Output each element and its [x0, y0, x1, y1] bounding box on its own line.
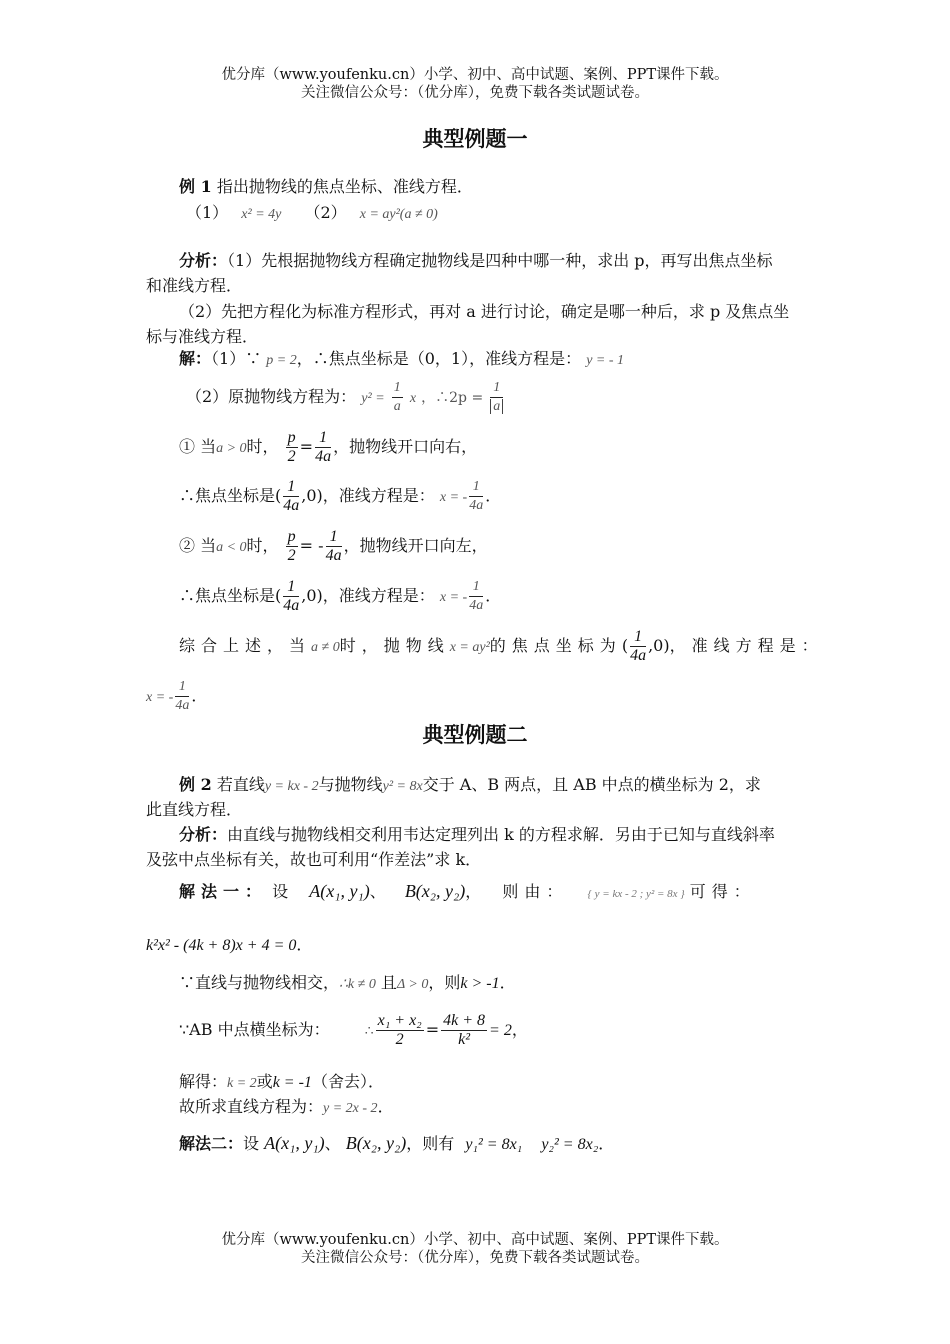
summary2-dir: x = -: [146, 690, 174, 705]
analysis2-l2: 及弦中点坐标有关，故也可利用“作差法”求 k．: [146, 850, 482, 869]
analysis1-line2: 和准线方程．: [146, 276, 243, 295]
focus2-end: ．: [485, 586, 502, 605]
focus1-dden: 4a: [469, 498, 484, 513]
analysis2-line1: （2）先把方程化为标准方程形式，再对 a 进行讨论，确定是哪一种后，求 p 及焦点坐: [179, 302, 790, 321]
midpoint-num2: 4k + 8: [443, 1012, 486, 1029]
case1-pre: ① 当: [179, 437, 217, 456]
method1-comma: ，: [465, 882, 482, 901]
focus2-close: ,0): [301, 586, 323, 605]
summary-cond: a ≠ 0: [311, 640, 340, 655]
example2-pre: 若直线: [216, 775, 265, 794]
example2-mid: 与抛物线: [318, 775, 383, 794]
midpoint-pre: ∵AB 中点横坐标为：: [179, 1020, 330, 1039]
example1-label: 例 1: [179, 177, 212, 196]
solution-label: 解：: [179, 349, 212, 368]
solve-k1: k = 2: [227, 1076, 257, 1091]
sol2-den2: a: [490, 399, 503, 414]
focus1-num: 1: [283, 478, 299, 497]
method1-then: 则由：: [502, 882, 569, 901]
solution2-line: [186, 378, 505, 418]
focus2-dnum: 1: [469, 578, 483, 597]
focus2-pre: ∴焦点坐标是: [179, 586, 276, 605]
example2-eq1: y = kx - 2: [264, 779, 319, 794]
summary-line: [179, 627, 824, 669]
condition-k: k > -1: [460, 975, 500, 992]
focus2-frac: [283, 578, 299, 615]
method1-point-a: A(x₁, y₁): [309, 881, 370, 901]
solve-note: （舍去）．: [311, 1072, 384, 1091]
midpoint-res: = 2: [489, 1022, 512, 1039]
section1-title: 典型例题一: [422, 126, 528, 151]
method1-result: k²x² - (4k + 8)x + 4 = 0: [146, 937, 297, 954]
condition-delta: Δ > 0: [396, 977, 429, 992]
case2-mid: 时，: [246, 536, 279, 555]
summary2-frac: [175, 678, 189, 715]
focus2-open: (: [275, 586, 282, 605]
case2-cond: a < 0: [216, 540, 247, 555]
focus2-text: ，准线方程是：: [322, 586, 435, 605]
focus1-dir-frac: [469, 478, 483, 515]
condition-end: ．: [499, 973, 516, 992]
summary-num: 1: [630, 628, 646, 647]
summary2-den: 4a: [175, 698, 190, 713]
method1-get: 可得：: [689, 882, 756, 901]
case2-frac: [326, 528, 342, 565]
method1-point-b: B(x₂, y₂): [404, 881, 466, 901]
method2-label: 解法二：: [179, 1134, 244, 1153]
case2-two: 2: [287, 547, 296, 564]
midpoint-therefore: ∴: [364, 1023, 374, 1039]
analysis-text: （1）先根据抛物线方程确定抛物线是四种中哪一种，求出 p，再写出焦点坐标: [227, 251, 773, 270]
solve-k2: k = -1: [272, 1074, 312, 1091]
midpoint-num1: x₁ + x₂: [377, 1012, 422, 1029]
midpoint-line: [179, 1010, 528, 1060]
method2-end: ．: [598, 1134, 615, 1153]
summary-text2: ，准线方程是：: [669, 636, 824, 655]
focus2-num: 1: [283, 578, 299, 597]
header-line-1: 优分库（www.youfenku.cn）小学、初中、高中试题、案例、PPT课件下载。: [221, 67, 729, 83]
sol2-fraction: [392, 379, 403, 416]
sol2-eq-left: y² =: [361, 391, 385, 406]
example1-parts: [186, 203, 438, 225]
sol1-equation: p = 2: [266, 353, 297, 368]
sol1-pre: （1）∵: [211, 349, 262, 368]
case2-pre: ② 当: [179, 536, 217, 555]
condition-and: 且: [380, 973, 397, 992]
method2-sep: 、: [324, 1134, 341, 1153]
focus1-text: ，准线方程是：: [322, 486, 435, 505]
solution1-line: [179, 349, 624, 371]
case2-p-frac: [286, 528, 298, 565]
example2-eq2: y² = 8x: [382, 779, 423, 794]
header-line-2: 关注微信公众号：（优分库），免费下载各类试题试卷。: [301, 85, 649, 101]
example2-text: 交于 A、B 两点，且 AB 中点的横坐标为 2，求: [422, 775, 761, 794]
case2-line: [179, 527, 488, 569]
method1-sep: 、: [369, 882, 386, 901]
summary-eq: x = ay²: [449, 640, 490, 655]
example2-line2: 此直线方程．: [146, 800, 243, 819]
method1-label: 解法一：: [179, 882, 268, 901]
solve-or: 或: [256, 1072, 273, 1091]
sol1-text: ，∴焦点坐标是（0，1），准线方程是：: [296, 349, 582, 368]
focus2-dden: 4a: [469, 598, 484, 613]
sol2-num2: 1: [490, 379, 503, 398]
part2-label: （2）: [304, 203, 347, 222]
case1-frac: [315, 429, 331, 466]
focus2-dir: x = -: [439, 590, 468, 605]
focus1-open: (: [275, 486, 282, 505]
case1-line: [179, 428, 477, 470]
focus2-dir-frac: [469, 578, 483, 615]
analysis-label: 分析：: [179, 251, 228, 270]
answer-line: [179, 1097, 394, 1119]
case1-mid: 时，: [246, 437, 279, 456]
method2-point-b: B(x₂, y₂): [345, 1133, 407, 1153]
analysis2-label: 分析：: [179, 825, 228, 844]
focus1-dir: x = -: [439, 490, 468, 505]
analysis2-line2: 标与准线方程．: [146, 327, 259, 346]
midpoint-den1: 2: [395, 1031, 404, 1048]
method1-system: { y = kx - 2 ; y² = 8x }: [587, 888, 685, 900]
case2-4a: 4a: [325, 547, 342, 564]
answer-pre: 故所求直线方程为：: [179, 1097, 324, 1116]
case1-text: ，抛物线开口向右，: [333, 437, 478, 456]
case2-one: 1: [326, 528, 342, 547]
focus1-end: ．: [485, 486, 502, 505]
method2-eq1: y₁² = 8x₁: [465, 1136, 523, 1153]
summary-close: ,0): [648, 636, 670, 655]
sol2-num: 1: [392, 379, 403, 398]
case1-one: 1: [315, 429, 331, 448]
focus2-line: [179, 577, 501, 619]
focus1-pre: ∴焦点坐标是: [179, 486, 276, 505]
method1-set: 设: [272, 882, 289, 901]
summary-frac: [630, 628, 646, 665]
case1-4a: 4a: [315, 448, 332, 465]
focus1-close: ,0): [301, 486, 323, 505]
condition-then: ，则: [428, 973, 461, 992]
summary-den: 4a: [630, 647, 647, 664]
method2-set: 设: [243, 1134, 260, 1153]
summary-pre: 综合上述，当: [179, 636, 312, 655]
answer-end: ．: [377, 1097, 394, 1116]
case1-eq: =: [299, 437, 314, 456]
part2-equation: x = ay²(a ≠ 0): [359, 207, 438, 222]
case2-text: ，抛物线开口向左，: [343, 536, 488, 555]
method1-line: [179, 876, 756, 909]
midpoint-frac1: [376, 1012, 424, 1049]
sol2-fraction2: [490, 379, 503, 416]
condition-line: [179, 973, 516, 995]
example2-line1: [179, 775, 761, 797]
section2-title: 典型例题二: [422, 722, 528, 747]
solve-line: [179, 1072, 384, 1094]
footer-line-2: 关注微信公众号：（优分库），免费下载各类试题试卷。: [301, 1250, 649, 1266]
example2-label: 例 2: [179, 775, 212, 794]
focus1-line: [179, 477, 501, 519]
solve-pre: 解得：: [179, 1072, 228, 1091]
sol2-den: a: [393, 399, 401, 414]
focus1-dnum: 1: [469, 478, 483, 497]
summary2-end: ．: [191, 686, 208, 705]
midpoint-eq: =: [425, 1020, 440, 1039]
sol2-x: x: [409, 391, 417, 406]
example1-statement: [179, 177, 473, 197]
case2-p: p: [287, 528, 296, 545]
method2-point-a: A(x₁, y₁): [264, 1133, 325, 1153]
focus1-frac: [283, 478, 299, 515]
part1-equation: x² = 4y: [241, 207, 282, 222]
method1-result-line: [146, 935, 312, 956]
case2-eq: = -: [299, 536, 324, 555]
part1-label: （1）: [186, 203, 229, 222]
midpoint-den2: k²: [458, 1031, 471, 1048]
focus2-den: 4a: [283, 597, 300, 614]
analysis2-text1: 由直线与抛物线相交利用韦达定理列出 k 的方程求解．另由于已知与直线斜率: [227, 825, 775, 844]
case1-two: 2: [287, 448, 296, 465]
condition-eq: ∴k ≠ 0: [339, 977, 376, 992]
case1-p-frac: [286, 429, 298, 466]
sol2-pre: （2）原抛物线方程为：: [186, 387, 357, 406]
case1-cond: a > 0: [216, 441, 247, 456]
summary-open: (: [621, 636, 629, 655]
method2-then: ，则有: [406, 1134, 455, 1153]
analysis1-line1: [179, 251, 773, 271]
summary2-num: 1: [175, 678, 189, 697]
case1-p: p: [287, 429, 296, 446]
sol1-directrix: y = - 1: [586, 353, 625, 368]
example1-text: 指出抛物线的焦点坐标、准线方程．: [216, 177, 473, 196]
summary2-line: [146, 677, 207, 719]
sol2-therefore: ，∴2p =: [421, 390, 484, 406]
analysis2-l1: [179, 825, 775, 845]
method2-line: [179, 1128, 614, 1160]
footer-line-1: 优分库（www.youfenku.cn）小学、初中、高中试题、案例、PPT课件下载。: [221, 1232, 729, 1248]
summary-mid: 时，抛物线: [339, 636, 450, 655]
midpoint-frac2: [441, 1012, 487, 1049]
condition-pre: ∵直线与抛物线相交，: [179, 973, 340, 992]
summary-text: 的焦点坐标为: [489, 636, 622, 655]
method1-result-end: ．: [296, 935, 313, 954]
midpoint-end: ，: [511, 1020, 528, 1039]
method2-eq2: y₂² = 8x₂: [541, 1136, 599, 1153]
focus1-den: 4a: [283, 497, 300, 514]
answer-eq: y = 2x - 2: [323, 1101, 378, 1116]
